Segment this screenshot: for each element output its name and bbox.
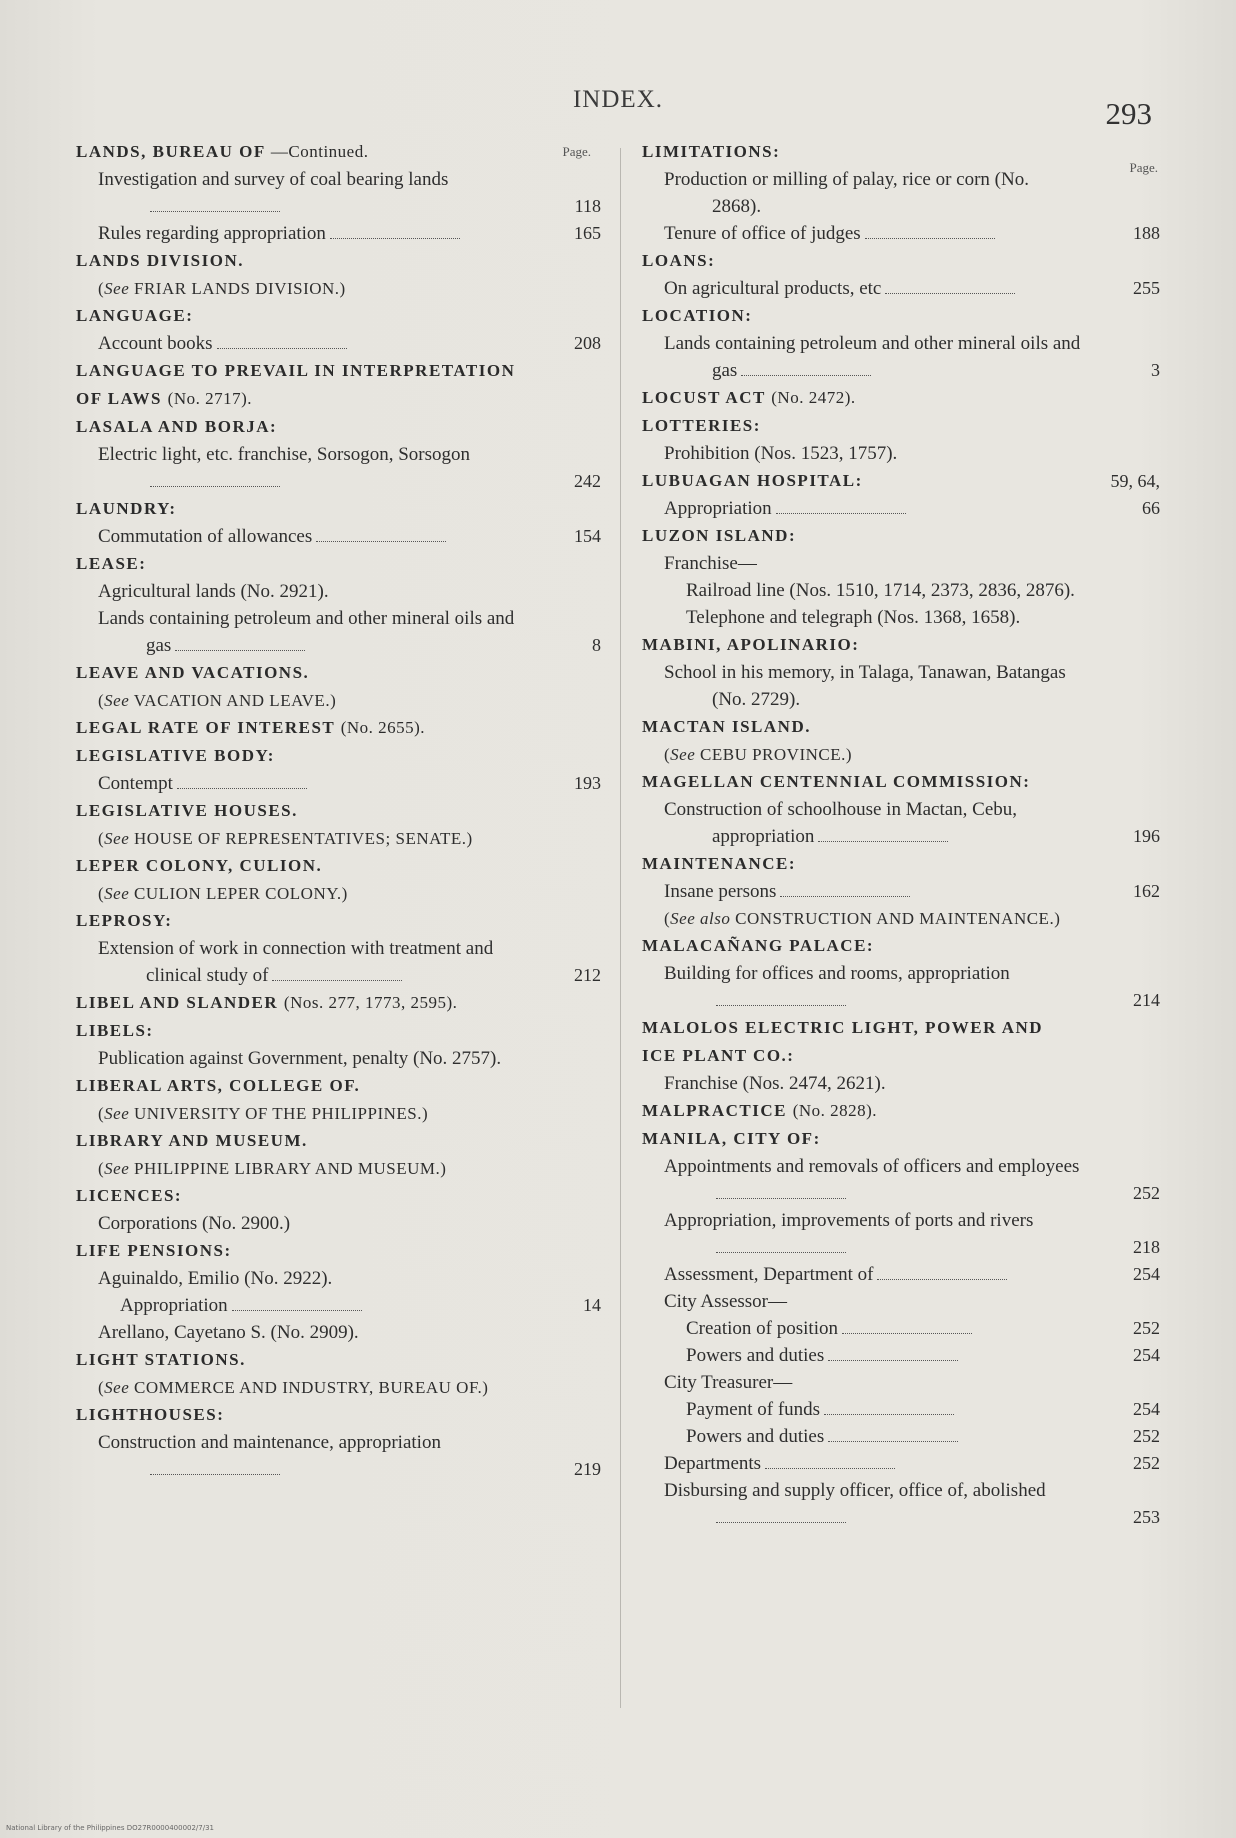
index-subentry <box>76 1319 601 1346</box>
left-column <box>76 138 601 1483</box>
leader-dots <box>330 237 460 239</box>
index-subentry <box>642 166 1160 220</box>
index-heading <box>642 932 1160 960</box>
subentry-text: Corporations (No. 2900.) <box>98 1213 291 1234</box>
index-heading <box>76 907 601 935</box>
heading-reference: (No. 2828). <box>792 1101 878 1120</box>
index-heading <box>76 1017 601 1045</box>
subentry-text: Arellano, Cayetano S. (No. 2909). <box>98 1322 359 1343</box>
index-subentry <box>642 1477 1160 1531</box>
index-heading <box>642 1097 1160 1125</box>
page-reference: 218 <box>1133 1237 1160 1257</box>
subentry-text: Powers and duties <box>686 1345 825 1366</box>
heading-text: LIBEL AND SLANDER <box>76 993 279 1012</box>
index-heading <box>76 138 601 166</box>
subentry-text: School in his memory, in Talaga, Tanawan, Batangas (No. 2729). <box>664 662 1066 710</box>
right-column <box>642 138 1160 1531</box>
page-reference: 14 <box>583 1295 601 1315</box>
see-target: CEBU PROVINCE.) <box>700 745 853 764</box>
index-subentry <box>642 275 1160 302</box>
page-reference: 253 <box>1133 1507 1160 1527</box>
leader-dots <box>150 1473 280 1475</box>
page-reference: 255 <box>1133 278 1160 298</box>
see-label: See <box>104 884 130 903</box>
heading-text: MANILA, CITY OF: <box>642 1129 821 1148</box>
index-subentry <box>642 440 1160 467</box>
index-subentry <box>642 1153 1160 1207</box>
leader-dots <box>828 1359 958 1361</box>
see-target: VACATION AND LEAVE.) <box>133 691 337 710</box>
index-heading <box>76 852 601 880</box>
subentry-text: Franchise— <box>664 553 757 574</box>
index-subentry <box>642 659 1160 713</box>
see-label: See <box>104 1159 130 1178</box>
see-label: See <box>104 279 130 298</box>
index-subentry <box>642 1450 1160 1477</box>
index-heading <box>642 631 1160 659</box>
index-heading <box>76 550 601 578</box>
index-subentry <box>76 1210 601 1237</box>
heading-text: MALOLOS ELECTRIC LIGHT, POWER AND ICE PLANT CO.: <box>642 1018 1044 1065</box>
index-subentry <box>642 960 1160 1014</box>
page-reference: 214 <box>1133 990 1160 1010</box>
index-subentry <box>642 1315 1160 1342</box>
heading-text: LOANS: <box>642 251 716 270</box>
heading-text: LANDS DIVISION. <box>76 251 244 270</box>
leader-dots <box>865 237 995 239</box>
index-heading <box>642 522 1160 550</box>
subentry-text: Contempt <box>98 773 173 794</box>
see-reference: (See FRIAR LANDS DIVISION.) <box>98 279 346 298</box>
index-heading <box>76 413 601 441</box>
index-subentry <box>76 1429 601 1483</box>
index-subentry <box>642 220 1160 247</box>
heading-text: MAGELLAN CENTENNIAL COMMISSION: <box>642 772 1031 791</box>
leader-dots <box>776 512 906 514</box>
leader-dots <box>818 840 948 842</box>
see-target: UNIVERSITY OF THE PHILIPPINES.) <box>134 1104 429 1123</box>
leader-dots <box>828 1440 958 1442</box>
heading-text: LIGHT STATIONS. <box>76 1350 246 1369</box>
leader-dots <box>716 1521 846 1523</box>
index-heading <box>76 1182 601 1210</box>
see-target: FRIAR LANDS DIVISION.) <box>134 279 346 298</box>
page-reference: 212 <box>574 965 601 985</box>
index-subentry <box>642 1396 1160 1423</box>
leader-dots <box>885 292 1015 294</box>
heading-reference: (No. 2717). <box>167 389 253 408</box>
see-label: See <box>104 829 130 848</box>
index-heading <box>642 768 1160 796</box>
heading-text: MACTAN ISLAND. <box>642 717 811 736</box>
index-heading <box>76 1346 601 1374</box>
see-target: PHILIPPINE LIBRARY AND MUSEUM.) <box>134 1159 447 1178</box>
heading-text: MALPRACTICE <box>642 1101 787 1120</box>
index-heading <box>76 989 601 1017</box>
subentry-text: Appropriation <box>120 1295 228 1316</box>
leader-dots <box>716 1004 846 1006</box>
leader-dots <box>150 485 280 487</box>
index-heading <box>76 742 601 770</box>
subentry-text: City Treasurer— <box>664 1372 793 1393</box>
subentry-text: Powers and duties <box>686 1426 825 1447</box>
index-subentry <box>76 166 601 220</box>
heading-text: LAUNDRY: <box>76 499 177 518</box>
heading-text: LEPER COLONY, CULION. <box>76 856 323 875</box>
page-reference: 252 <box>1133 1426 1160 1446</box>
subentry-text: Extension of work in connection with treatment and clinical study of <box>98 938 494 986</box>
leader-dots <box>217 347 347 349</box>
heading-text: MABINI, APOLINARIO: <box>642 635 860 654</box>
see-reference: (See COMMERCE AND INDUSTRY, BUREAU OF.) <box>98 1378 489 1397</box>
page-reference: 219 <box>574 1459 601 1479</box>
index-subentry <box>76 523 601 550</box>
page-reference: 254 <box>1133 1399 1160 1419</box>
subentry-text: City Assessor— <box>664 1291 787 1312</box>
see-reference: (See PHILIPPINE LIBRARY AND MUSEUM.) <box>98 1159 447 1178</box>
heading-text: LIGHTHOUSES: <box>76 1405 225 1424</box>
heading-text: LEGISLATIVE HOUSES. <box>76 801 298 820</box>
leader-dots <box>716 1197 846 1199</box>
index-subentry <box>642 878 1160 905</box>
page-reference: 59, 64, 66 <box>1110 471 1160 518</box>
index-subentry <box>76 1045 601 1072</box>
index-subentry <box>642 1423 1160 1450</box>
index-heading <box>76 1237 601 1265</box>
heading-text: LIBELS: <box>76 1021 154 1040</box>
index-heading <box>76 302 601 330</box>
subentry-text: Construction and maintenance, appropriation <box>98 1432 441 1453</box>
heading-text: LEASE: <box>76 554 147 573</box>
subentry-text: Assessment, Department of <box>664 1264 874 1285</box>
subentry-text: Appropriation, improvements of ports and rivers <box>664 1210 1034 1231</box>
subentry-text: Disbursing and supply officer, office of, abolished <box>664 1480 1046 1501</box>
page-reference: 162 <box>1133 881 1160 901</box>
page-reference: 193 <box>574 773 601 793</box>
page-reference: 252 <box>1133 1453 1160 1473</box>
leader-dots <box>765 1467 895 1469</box>
index-subentry <box>76 1265 601 1292</box>
heading-text: LOCATION: <box>642 306 753 325</box>
index-heading <box>642 412 1160 440</box>
leader-dots <box>716 1251 846 1253</box>
index-heading <box>76 357 601 413</box>
index-heading <box>642 138 1160 166</box>
leader-dots <box>272 979 402 981</box>
see-label: See <box>104 691 130 710</box>
subentry-text: Creation of position <box>686 1318 838 1339</box>
column-divider <box>620 148 621 1708</box>
subentry-text: Departments <box>664 1453 762 1474</box>
index-heading <box>642 302 1160 330</box>
see-reference: (See HOUSE OF REPRESENTATIVES; SENATE.) <box>98 829 473 848</box>
subentry-text: Prohibition (Nos. 1523, 1757). <box>664 443 898 464</box>
index-subentry <box>76 330 601 357</box>
index-subentry <box>642 1261 1160 1288</box>
page-reference: 252 <box>1133 1318 1160 1338</box>
subentry-text: On agricultural products, etc <box>664 278 882 299</box>
index-heading <box>642 247 1160 275</box>
subentry-text: Account books <box>98 333 213 354</box>
subentry-text: Lands containing petroleum and other mineral oils and gas <box>664 333 1081 381</box>
heading-text: LUZON ISLAND: <box>642 526 797 545</box>
index-subentry <box>642 1288 1160 1315</box>
see-reference: (See VACATION AND LEAVE.) <box>98 691 337 710</box>
page-reference: 154 <box>574 526 601 546</box>
index-subentry <box>76 935 601 989</box>
subentry-text: Telephone and telegraph (Nos. 1368, 1658). <box>686 607 1021 628</box>
index-subentry <box>642 1207 1160 1261</box>
page-reference: 242 <box>574 471 601 491</box>
index-heading <box>642 850 1160 878</box>
subentry-text: Insane persons <box>664 881 777 902</box>
leader-dots <box>824 1413 954 1415</box>
index-heading <box>76 797 601 825</box>
heading-text: LEGISLATIVE BODY: <box>76 746 275 765</box>
index-subentry <box>76 1292 601 1319</box>
subentry-text: Electric light, etc. franchise, Sorsogon, Sorsogon <box>98 444 471 465</box>
see-label: See also <box>670 909 731 928</box>
subentry-text: Appointments and removals of officers and employees <box>664 1156 1080 1177</box>
page-header: INDEX. <box>572 86 663 113</box>
index-subentry <box>76 770 601 797</box>
leader-dots <box>877 1278 1007 1280</box>
index-heading <box>642 467 1160 495</box>
page-reference: 254 <box>1133 1345 1160 1365</box>
heading-text: LOCUST ACT <box>642 388 766 407</box>
subentry-text: Commutation of allowances <box>98 526 313 547</box>
page-reference: 188 <box>1133 223 1160 243</box>
index-heading <box>76 495 601 523</box>
subentry-text: Publication against Government, penalty (No. 2757). <box>98 1048 502 1069</box>
subentry-text: Appropriation <box>664 498 772 519</box>
see-target: COMMERCE AND INDUSTRY, BUREAU OF.) <box>134 1378 489 1397</box>
see-target: CULION LEPER COLONY.) <box>134 884 348 903</box>
leader-dots <box>232 1309 362 1311</box>
index-subentry <box>642 1369 1160 1396</box>
index-heading <box>642 384 1160 412</box>
index-heading <box>76 247 601 275</box>
leader-dots <box>780 895 910 897</box>
page-reference: 254 <box>1133 1264 1160 1284</box>
heading-text: MAINTENANCE: <box>642 854 796 873</box>
heading-text: LANGUAGE: <box>76 306 194 325</box>
heading-text: LEGAL RATE OF INTEREST <box>76 718 335 737</box>
see-target: HOUSE OF REPRESENTATIVES; SENATE.) <box>134 829 473 848</box>
leader-dots <box>842 1332 972 1334</box>
index-subentry <box>642 1342 1160 1369</box>
heading-text: LICENCES: <box>76 1186 183 1205</box>
index-subentry <box>76 605 601 659</box>
index-subentry <box>76 578 601 605</box>
page-reference: 252 <box>1133 1183 1160 1203</box>
heading-text: LIBRARY AND MUSEUM. <box>76 1131 308 1150</box>
heading-text: LOTTERIES: <box>642 416 761 435</box>
see-reference: (See UNIVERSITY OF THE PHILIPPINES.) <box>98 1104 429 1123</box>
leader-dots <box>316 540 446 542</box>
subentry-text: Tenure of office of judges <box>664 223 861 244</box>
leader-dots <box>175 649 305 651</box>
index-heading <box>76 1401 601 1429</box>
heading-text: LIBERAL ARTS, COLLEGE OF. <box>76 1076 361 1095</box>
index-subentry <box>642 1070 1160 1097</box>
heading-reference: (No. 2655). <box>340 718 426 737</box>
index-heading <box>642 713 1160 741</box>
heading-text: LANGUAGE TO PREVAIL IN INTERPRETATION OF LAWS <box>76 361 516 408</box>
index-heading <box>642 1125 1160 1153</box>
subentry-text: Agricultural lands (No. 2921). <box>98 581 329 602</box>
see-target: CONSTRUCTION AND MAINTENANCE.) <box>735 909 1061 928</box>
subentry-text: Aguinaldo, Emilio (No. 2922). <box>98 1268 333 1289</box>
leader-dots <box>150 210 280 212</box>
heading-reference: —Continued. <box>270 142 369 161</box>
see-label: See <box>104 1378 130 1397</box>
heading-text: LANDS, BUREAU OF <box>76 142 266 161</box>
heading-text: LEPROSY: <box>76 911 173 930</box>
leader-dots <box>177 787 307 789</box>
page-reference: 118 <box>574 196 601 216</box>
heading-reference: (Nos. 277, 1773, 2595). <box>283 993 458 1012</box>
index-subentry <box>642 577 1160 604</box>
index-subentry <box>642 796 1160 850</box>
index-heading <box>76 659 601 687</box>
index-heading <box>642 1014 1160 1070</box>
subentry-text: Building for offices and rooms, appropriation <box>664 963 1010 984</box>
index-subentry <box>76 441 601 495</box>
subentry-text: Investigation and survey of coal bearing lands <box>98 169 449 190</box>
see-reference: (See also CONSTRUCTION AND MAINTENANCE.) <box>664 909 1061 928</box>
index-heading <box>76 1072 601 1100</box>
heading-text: MALACAÑANG PALACE: <box>642 936 875 955</box>
subentry-text: Rules regarding appropriation <box>98 223 326 244</box>
heading-reference: (No. 2472). <box>771 388 856 407</box>
index-subentry <box>642 604 1160 631</box>
page-column-label: Page. <box>562 144 591 159</box>
subentry-text: Lands containing petroleum and other mineral oils and gas <box>98 608 515 656</box>
heading-text: LASALA AND BORJA: <box>76 417 278 436</box>
see-reference: (See CEBU PROVINCE.) <box>664 745 853 764</box>
subentry-text: Franchise (Nos. 2474, 2621). <box>664 1073 886 1094</box>
page-reference: 208 <box>574 333 601 353</box>
index-subentry <box>76 220 601 247</box>
subentry-text: Railroad line (Nos. 1510, 1714, 2373, 2836, 2876). <box>686 580 1075 601</box>
see-reference: (See CULION LEPER COLONY.) <box>98 884 348 903</box>
page-reference: 165 <box>574 223 601 243</box>
page-reference: 196 <box>1133 826 1160 846</box>
scan-footer: National Library of the Philippines DO27R0000400002/7/31 <box>6 1824 215 1832</box>
index-heading <box>76 714 601 742</box>
subentry-text: Construction of schoolhouse in Mactan, Cebu, appropriation <box>664 799 1018 847</box>
page-number: 293 <box>1105 96 1152 131</box>
index-heading <box>76 1127 601 1155</box>
heading-text: LUBUAGAN HOSPITAL: <box>642 471 863 490</box>
index-subentry <box>642 330 1160 384</box>
page-reference: 8 <box>592 635 601 655</box>
index-subentry <box>642 550 1160 577</box>
heading-text: LEAVE AND VACATIONS. <box>76 663 310 682</box>
leader-dots <box>741 374 871 376</box>
page-column-label: Page. <box>1129 160 1158 175</box>
heading-text: LIFE PENSIONS: <box>76 1241 232 1260</box>
page-reference: 3 <box>1151 360 1160 380</box>
see-label: See <box>104 1104 130 1123</box>
see-label: See <box>670 745 696 764</box>
heading-text: LIMITATIONS: <box>642 142 781 161</box>
subentry-text: Payment of funds <box>686 1399 821 1420</box>
subentry-text: Production or milling of palay, rice or corn (No. 2868). <box>664 169 1029 217</box>
